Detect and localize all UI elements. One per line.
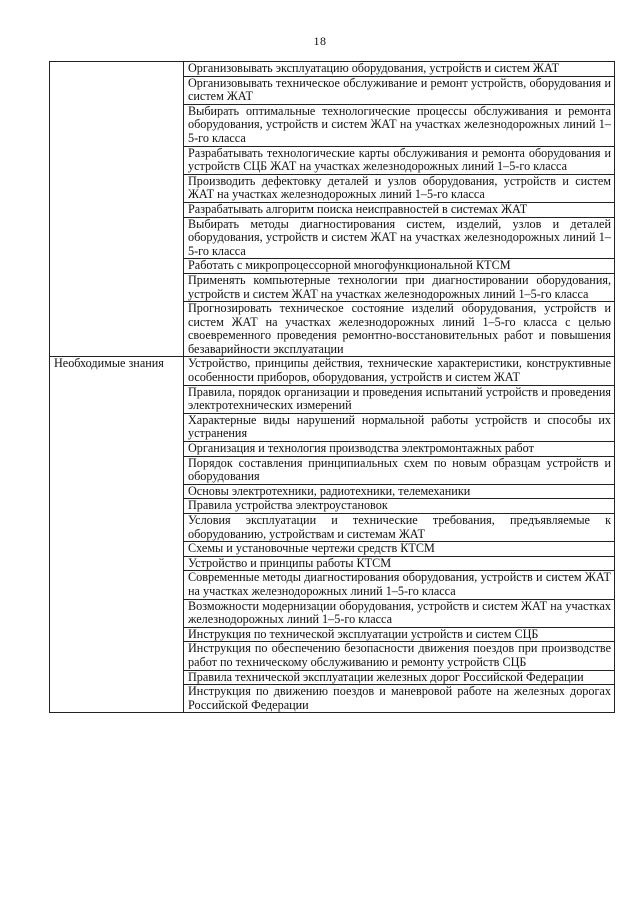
table-row xyxy=(50,357,615,385)
table-cell: Инструкция по движению поездов и маневровой работе на железных дорогах Российской Федерации xyxy=(184,685,615,713)
table-cell: Выбирать оптимальные технологические процессы обслуживания и ремонта оборудования, устройств и систем ЖАТ на участках железнодорожных линий 1–5-го класса xyxy=(184,104,615,146)
table-cell: Разрабатывать технологические карты обслуживания и ремонта оборудования и устройств СЦБ ЖАТ на участках железнодорожных линий 1–5-го класса xyxy=(184,146,615,174)
table-cell: Организовывать техническое обслуживание и ремонт устройств, оборудования и систем ЖАТ xyxy=(184,76,615,104)
table-cell: Применять компьютерные технологии при диагностировании оборудования, устройств и систем ЖАТ на участках железнодорожных линий 1–5-го класса xyxy=(184,273,615,301)
table-cell: Работать с микропроцессорной многофункциональной КТСМ xyxy=(184,259,615,274)
table-cell: Основы электротехники, радиотехники, телемеханики xyxy=(184,484,615,499)
table-cell: Устройство и принципы работы КТСМ xyxy=(184,556,615,571)
table-cell: Прогнозировать техническое состояние изделий оборудования, устройств и систем ЖАТ на участках железнодорожных линий 1–5-го класса с целью своевременного проведения ремонтно-восстановительных работ и повышения безаварийности эксплуатации xyxy=(184,302,615,357)
table-cell: Правила, порядок организации и проведения испытаний устройств и проведения электротехнических измерений xyxy=(184,385,615,413)
table-cell: Современные методы диагностирования оборудования, устройств и систем ЖАТ на участках железнодорожных линий 1–5-го класса xyxy=(184,571,615,599)
table-cell: Порядок составления принципиальных схем по новым образцам устройств и оборудования xyxy=(184,456,615,484)
table-cell: Разрабатывать алгоритм поиска неисправностей в системах ЖАТ xyxy=(184,202,615,217)
page-number: 18 xyxy=(313,34,327,48)
requirements-table xyxy=(49,61,615,713)
table-cell: Инструкция по обеспечению безопасности движения поездов при производстве работ по техническому обслуживанию и ремонту устройств СЦБ xyxy=(184,642,615,670)
table-cell: Характерные виды нарушений нормальной работы устройств и способы их устранения xyxy=(184,413,615,441)
table-cell: Инструкция по технической эксплуатации устройств и систем СЦБ xyxy=(184,627,615,642)
table-cell: Правила устройства электроустановок xyxy=(184,499,615,514)
table-cell: Организация и технология производства электромонтажных работ xyxy=(184,442,615,457)
table-cell: Возможности модернизации оборудования, устройств и систем ЖАТ на участках железнодорожных линий 1–5-го класса xyxy=(184,599,615,627)
table-cell: Производить дефектовку деталей и узлов оборудования, устройств и систем ЖАТ на участках железнодорожных линий 1–5-го класса xyxy=(184,174,615,202)
table-cell: Выбирать методы диагностирования систем, изделий, узлов и деталей оборудования, устройств и систем ЖАТ на участках железнодорожных линий 1–5-го класса xyxy=(184,217,615,259)
table-cell: Условия эксплуатации и технические требования, предъявляемые к оборудованию, устройствам и системам ЖАТ xyxy=(184,514,615,542)
section-label xyxy=(50,62,184,357)
table-cell: Устройство, принципы действия, технические характеристики, конструктивные особенности приборов, оборудования, устройств и систем ЖАТ xyxy=(184,357,615,385)
table-cell: Схемы и установочные чертежи средств КТСМ xyxy=(184,542,615,557)
table-cell: Организовывать эксплуатацию оборудования, устройств и систем ЖАТ xyxy=(184,62,615,77)
table-body xyxy=(50,62,615,713)
section-label: Необходимые знания xyxy=(50,357,184,713)
table-cell: Правила технической эксплуатации железных дорог Российской Федерации xyxy=(184,670,615,685)
table-row xyxy=(50,62,615,77)
